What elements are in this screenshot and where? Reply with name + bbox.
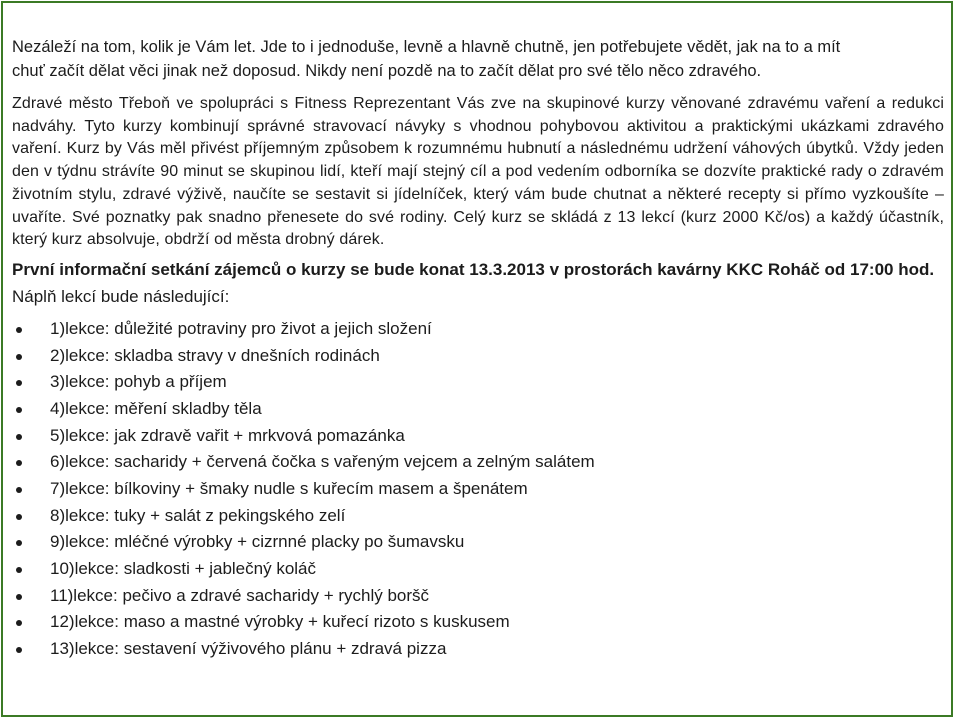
bullet-icon	[16, 540, 22, 546]
list-item	[12, 503, 944, 530]
bullet-icon	[16, 567, 22, 573]
bullet-icon	[16, 434, 22, 440]
bullet-icon	[16, 514, 22, 520]
bullet-icon	[16, 487, 22, 493]
list-item	[12, 343, 944, 370]
list-item	[12, 449, 944, 476]
list-item	[12, 396, 944, 423]
document-content	[12, 36, 944, 663]
lesson-text: 3)lekce: pohyb a příjem	[50, 372, 227, 392]
lessons-intro: Náplň lekcí bude následující:	[12, 286, 230, 306]
lesson-text: 13)lekce: sestavení výživového plánu + zdravá pizza	[50, 639, 447, 659]
list-item	[12, 583, 944, 610]
lesson-text: 12)lekce: maso a mastné výrobky + kuřecí rizoto s kuskusem	[50, 612, 510, 632]
lessons-list	[12, 316, 944, 663]
lesson-text: 1)lekce: důležité potraviny pro život a jejich složení	[50, 318, 432, 338]
lesson-text: 7)lekce: bílkoviny + šmaky nudle s kuřecím masem a špenátem	[50, 479, 528, 499]
meeting-announcement: První informační setkání zájemců o kurzy se bude konat 13.3.2013 v prostorách kavárny KKC Roháč od 17:00 hod.	[12, 259, 935, 279]
list-item	[12, 556, 944, 583]
list-item	[12, 529, 944, 556]
intro-line-1: Nezáleží na tom, kolik je Vám let. Jde to i jednoduše, levně a hlavně chutně, jen potřebujete vědět, jak na to a mít	[12, 38, 841, 56]
lesson-text: 6)lekce: sacharidy + červená čočka s vařeným vejcem a zelným salátem	[50, 452, 595, 472]
list-item	[12, 369, 944, 396]
bullet-icon	[16, 647, 22, 653]
intro-line-2: chuť začít dělat věci jinak než doposud. Nikdy není pozdě na to začít dělat pro své tělo něco zdravého.	[12, 61, 762, 80]
lesson-text: 11)lekce: pečivo a zdravé sacharidy + rychlý boršč	[50, 585, 430, 605]
lesson-text: 10)lekce: sladkosti + jablečný koláč	[50, 559, 316, 579]
list-item	[12, 423, 944, 450]
list-item	[12, 609, 944, 636]
bullet-icon	[16, 460, 22, 466]
list-item	[12, 316, 944, 343]
course-description: Zdravé město Třeboň ve spolupráci s Fitness Reprezentant Vás zve na skupinové kurzy věnované zdravému vaření a redukci nadváhy. Tyto kurzy kombinují správné stravovací návyky s vhodnou pohybovou aktivitou a praktickými ukázkami zdravého vaření. Kurz by Vás měl přivést příjemným způsobem k rozumnému hubnutí a následnému udržení váhových úbytků. Vždy jeden den v týdnu strávíte 90 minut se skupinou lidí, kteří mají stejný cíl a pod vedením odborníka se dozvíte praktické rady o zdravém životním stylu, zdravé výživě, naučíte se sestavit si jídelníček, který vám bude chutnat a některé recepty si přímo vyzkoušíte – uvaříte. Své poznatky pak snadno přenesete do své rodiny. Celý kurz se skládá z 13 lekcí (kurz 2000 Kč/os) a každý účastník, který kurz absolvuje, obdrží od města drobný dárek.	[12, 95, 944, 249]
bullet-icon	[16, 620, 22, 626]
list-item	[12, 636, 944, 663]
lesson-text: 2)lekce: skladba stravy v dnešních rodinách	[50, 345, 380, 365]
lesson-text: 9)lekce: mléčné výrobky + cizrnné placky po šumavsku	[50, 532, 465, 552]
bullet-icon	[16, 380, 22, 386]
lesson-text: 5)lekce: jak zdravě vařit + mrkvová pomazánka	[50, 425, 405, 445]
lesson-text: 8)lekce: tuky + salát z pekingského zelí	[50, 505, 346, 525]
bullet-icon	[16, 327, 22, 333]
bullet-icon	[16, 594, 22, 600]
bullet-icon	[16, 354, 22, 360]
lesson-text: 4)lekce: měření skladby těla	[50, 398, 262, 418]
bullet-icon	[16, 407, 22, 413]
list-item	[12, 476, 944, 503]
